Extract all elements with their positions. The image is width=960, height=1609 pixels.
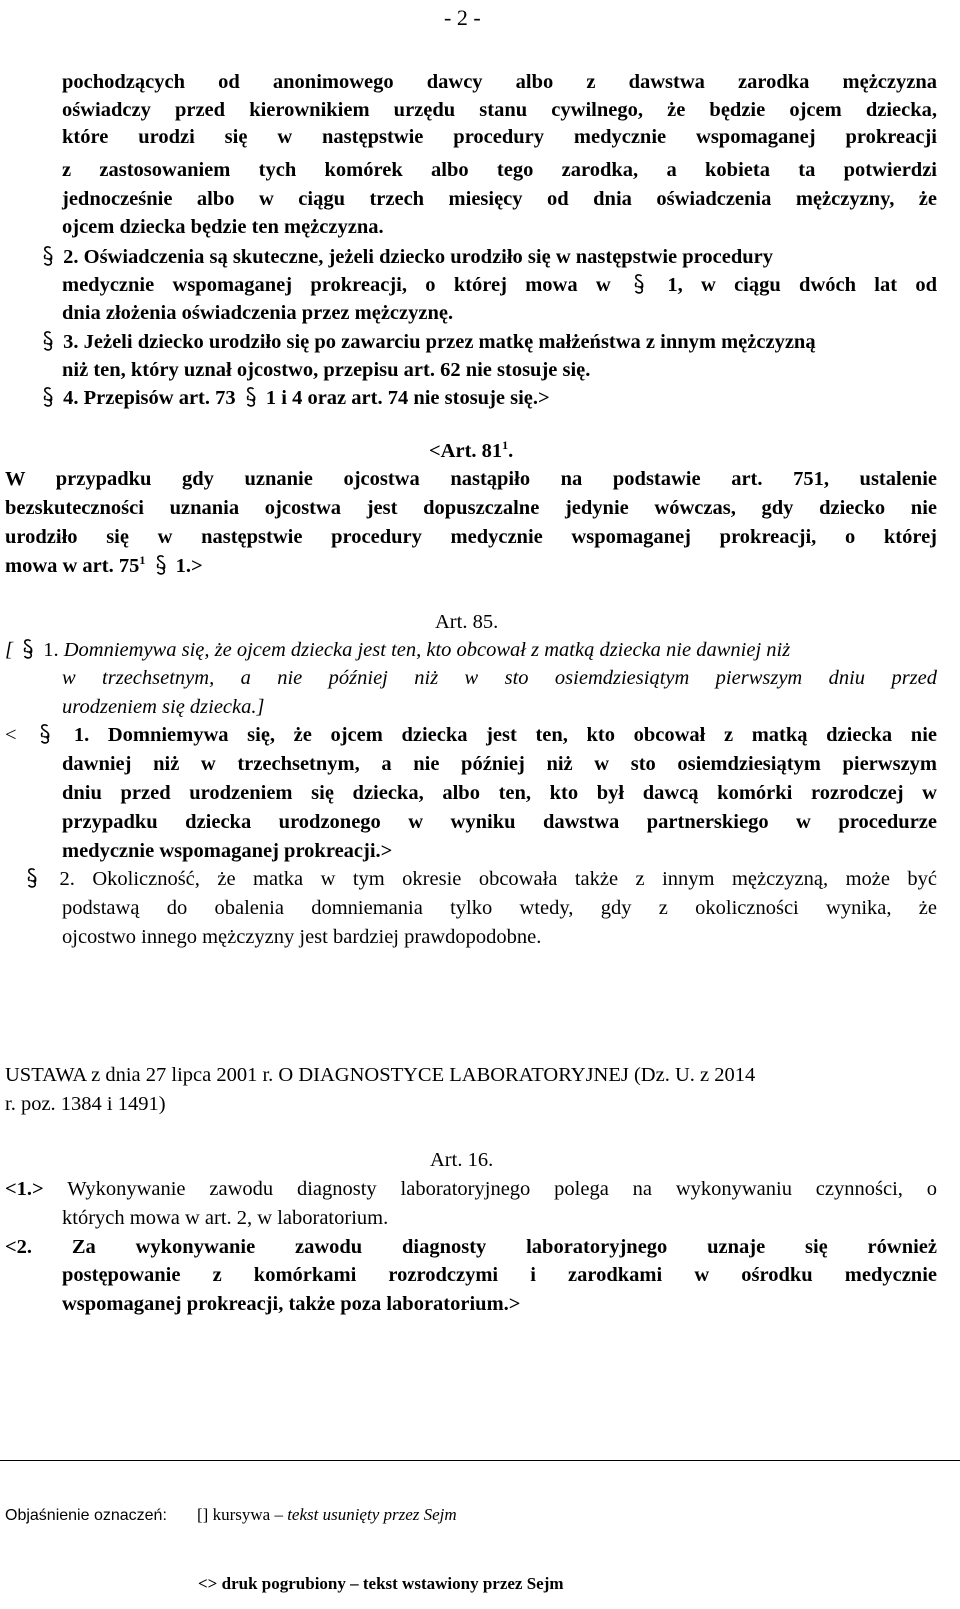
art85-para2-line2: podstawą do obalenia domniemania tylko wtedy, gdy z okoliczności wynika, że [62,897,937,919]
art85-old-number: 1. [43,639,59,661]
para4-text-b: 1 i 4 oraz art. 74 nie stosuje się.> [265,387,550,409]
art16-p1-line1: Wykonywanie zawodu diagnosty laboratoryjnego polega na wykonywaniu czynności, o [67,1178,937,1200]
legend-kursywa: kursywa [212,1505,271,1524]
art16-p2-line1: Za wykonywanie zawodu diagnosty laboratoryjnego uznaje się również [71,1236,937,1258]
art16-p1-first-line [5,1176,937,1203]
legend-italic-line [197,1505,457,1525]
para2-number: 2. [63,246,79,268]
section-sign-icon [38,386,58,407]
art81-heading [429,438,629,465]
para2-line2a: medycznie wspomaganej prokreacji, o której mowa w [62,274,611,296]
art81-line2: bezskuteczności uznania ojcostwa jest dopuszczalne jedynie wówczas, gdy dziecko nie [5,497,937,519]
art81-heading-end: . [508,440,514,462]
legend-dash: – [274,1505,283,1524]
art16-p1-number: <1.> [5,1178,44,1200]
para2-line1: Oświadczenia są skuteczne, jeżeli dziecko urodziło się w następstwie procedury [83,246,773,268]
section-sign-icon [22,867,42,888]
block1-line5: jednocześnie albo w ciągu trzech miesięcy od dnia oświadczenia mężczyzny, że [62,188,937,210]
section-sign-icon [241,386,261,407]
legend-brackets: [] [197,1505,209,1524]
section-sign-icon [38,245,58,266]
art16-p2-number: <2. [5,1236,33,1258]
art81-line4-sup: 1 [139,553,146,567]
section-sign-icon [18,638,38,659]
art85-para2-number: 2. [59,868,75,890]
art85-old-line1: Domniemywa się, że ojcem dziecka jest ten, kto obcował z matką dziecka nie dawniej niż [63,639,791,661]
block1-line4: z zastosowaniem tych komórek albo tego zarodka, a kobieta ta potwierdzi [62,159,937,181]
art16-p1-line2: których mowa w art. 2, w laboratorium. [62,1207,389,1229]
ustawa-line1: USTAWA z dnia 27 lipca 2001 r. O DIAGNOSTYCE LABORATORYJNEJ (Dz. U. z 2014 [5,1064,756,1086]
art85-new-number: 1. [73,724,90,746]
art85-para2-first-line [22,866,937,893]
art85-new-line4: przypadku dziecka urodzonego w wyniku dawstwa partnerskiego w procedurze [62,811,937,833]
para3-line1: Jeżeli dziecko urodziło się po zawarciu przez matkę małżeństwa z innym mężczyzną [83,331,816,353]
art85-new-line2: dawniej niż w trzechsetnym, a nie później niż w sto osiemdziesiątym pierwszym [62,753,937,775]
para2-line2b: 1, w ciągu dwóch lat od [667,274,938,296]
legend-label: Objaśnienie oznaczeń: [5,1507,167,1524]
art81-line4b: 1.> [175,555,203,577]
ustawa-line2: r. poz. 1384 i 1491) [5,1093,166,1115]
art16-p2-first-line [5,1234,937,1261]
art85-old-first-line [5,637,937,664]
block1-line3: które urodzi się w następstwie procedury medycznie wspomaganej prokreacji [62,126,937,148]
art85-old-bracket: [ [5,639,13,661]
para4-line [38,385,937,412]
block1-line1: pochodzących od anonimowego dawcy albo z dawstwa zarodka mężczyzna [62,71,937,93]
block1-line6: ojcem dziecka będzie ten mężczyzna. [62,216,384,238]
para3-line2: niż ten, który uznał ojcostwo, przepisu art. 62 nie stosuje się. [62,359,591,381]
art85-old-line2: w trzechsetnym, a nie później niż w sto osiemdziesiątym pierwszym dniu przed [62,667,937,689]
para2-line2 [62,272,937,299]
art85-new-line3: dniu przed urodzeniem się dziecka, albo ten, kto był dawcą komórki rozrodczej w [62,782,937,804]
art16-p2-line3: wspomaganej prokreacji, także poza laboratorium.> [62,1293,521,1315]
section-sign-icon [629,273,649,294]
art16-p2-line2: postępowanie z komórkami rozrodczymi i zarodkami w ośrodku medycznie [62,1264,937,1286]
legend-bold-line: <> druk pogrubiony – tekst wstawiony przez Sejm [198,1574,564,1593]
art85-new-bracket: < [5,724,17,746]
art85-para2-line3: ojcostwo innego mężczyzny jest bardziej prawdopodobne. [62,926,542,948]
art81-heading-text: <Art. 81 [429,440,503,462]
block1-line2: oświadczy przed kierownikiem urzędu stanu cywilnego, że będzie ojcem dziecka, [62,99,937,121]
art85-para2-line1: Okoliczność, że matka w tym okresie obcowała także z innym mężczyzną, może być [92,868,938,890]
para3-first-line [38,329,937,356]
art85-new-line1: Domniemywa się, że ojcem dziecka jest ten, kto obcował z matką dziecka nie [107,724,938,746]
art85-new-line5: medycznie wspomaganej prokreacji.> [62,840,393,862]
art81-line4 [5,553,937,580]
para3-number: 3. [63,331,79,353]
art85-heading: Art. 85. [435,611,499,633]
legend-kursywa-desc: tekst usunięty przez Sejm [287,1505,457,1524]
section-sign-icon [35,723,55,744]
page-number: - 2 - [444,5,481,30]
art16-heading: Art. 16. [430,1149,494,1171]
art81-heading-sup: 1 [502,438,509,452]
para2-first-line [38,244,937,271]
art85-new-first-line [5,722,937,749]
footer-divider [0,1460,960,1461]
para4-number: 4. [63,387,79,409]
art81-line1: W przypadku gdy uznanie ojcostwa nastąpiło na podstawie art. 751, ustalenie [5,468,937,490]
art81-line4a: mowa w art. 75 [5,555,140,577]
art81-line3: urodziło się w następstwie procedury medycznie wspomaganej prokreacji, o której [5,526,937,548]
art85-old-line3: urodzeniem się dziecka.] [62,696,265,718]
para4-text-a: Przepisów art. 73 [83,387,236,409]
para2-line3: dnia złożenia oświadczenia przez mężczyznę. [62,302,454,324]
section-sign-icon [38,330,58,351]
section-sign-icon [151,554,171,575]
